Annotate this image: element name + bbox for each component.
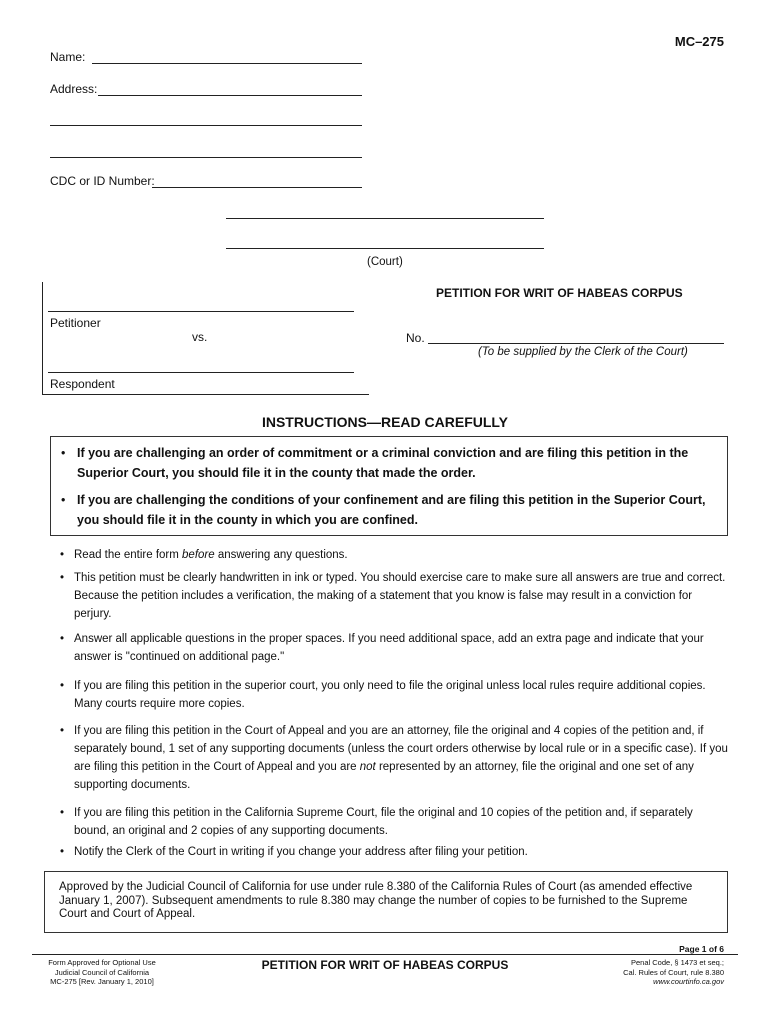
bullet-icon: • — [60, 572, 65, 584]
boxed-instruction: • If you are challenging the conditions of your confinement and are filing this petition in the Superior Court, you should file it in the county in which you are confined. — [61, 490, 709, 530]
case-number-label: No. — [406, 331, 425, 345]
bullet-icon: • — [60, 725, 65, 737]
case-number-field[interactable] — [428, 343, 724, 344]
footer-council: Judicial Council of California — [54, 967, 150, 977]
bullet-icon: • — [61, 493, 66, 507]
name-label: Name: — [50, 50, 86, 64]
footer-rules: Cal. Rules of Court, rule 8.380 — [623, 967, 724, 977]
respondent-field[interactable] — [48, 372, 354, 373]
bullet-icon: • — [60, 807, 65, 819]
vs-label: vs. — [192, 330, 208, 344]
court-caption: (Court) — [367, 256, 403, 268]
page-number: Page 1 of 6 — [679, 944, 724, 954]
petition-title: PETITION FOR WRIT OF HABEAS CORPUS — [436, 286, 683, 300]
address-field-line-1[interactable] — [98, 95, 362, 96]
footer-url[interactable]: www.courtinfo.ca.gov — [653, 977, 724, 986]
bullet-icon: • — [60, 633, 65, 645]
bullet-icon: • — [60, 846, 65, 858]
name-field[interactable] — [92, 63, 362, 64]
footer-divider — [32, 954, 738, 955]
instruction-item: • Notify the Clerk of the Court in writing if you change your address after filing your petition. — [60, 843, 728, 861]
cdc-id-label: CDC or ID Number: — [50, 174, 155, 188]
instruction-item: • Answer all applicable questions in the proper spaces. If you need additional space, add an extra page and indicate that your answer is "continued on additional page." — [60, 630, 728, 666]
address-field-line-2[interactable] — [50, 125, 362, 126]
cdc-id-field[interactable] — [152, 187, 362, 188]
bullet-icon: • — [60, 680, 65, 692]
approval-box — [44, 871, 728, 933]
approval-text: Approved by the Judicial Council of California for use under rule 8.380 of the California Rules of Court (as amended effective January 1, 2007). Subsequent amendments to rule 8.380 may change the number of copies to be furnished to the Supreme Court and Court of Appeal. — [59, 881, 693, 920]
footer-title: PETITION FOR WRIT OF HABEAS CORPUS — [261, 958, 509, 972]
footer-approved-use: Form Approved for Optional Use — [48, 958, 156, 967]
instruction-item: • If you are filing this petition in the superior court, you only need to file the original unless local rules require additional copies. Many courts require more copies. — [60, 677, 728, 713]
boxed-instruction: • If you are challenging an order of commitment or a criminal conviction and are filing this petition in the Superior Court, you should file it in the county that made the order. — [61, 443, 709, 483]
form-number: MC–275 — [674, 34, 724, 49]
case-number-note: (To be supplied by the Clerk of the Court) — [478, 346, 688, 358]
court-name-line-2[interactable] — [226, 248, 544, 249]
instruction-item: • If you are filing this petition in the Court of Appeal and you are an attorney, file the original and 4 copies of the petition and, if separately bound, 1 set of any supporting documents (unless the court orders otherwise by local rule or in a specific case). If you are filing this petition in the Court of Appeal and you are not represented by an attorney, file the original and one set of any supporting documents. — [60, 722, 728, 794]
bullet-icon: • — [60, 549, 65, 561]
instruction-item: • If you are filing this petition in the California Supreme Court, file the original and 10 copies of the petition and, if separately bound, an original and 2 copies of any supporting documents. — [60, 804, 728, 840]
court-name-line-1[interactable] — [226, 218, 544, 219]
respondent-label: Respondent — [50, 377, 115, 391]
address-field-line-3[interactable] — [50, 157, 362, 158]
address-label: Address: — [50, 82, 98, 96]
petitioner-field[interactable] — [48, 311, 354, 312]
footer-penal-code: Penal Code, § 1473 et seq.; — [631, 958, 724, 967]
bullet-icon: • — [61, 446, 66, 460]
instructions-heading: INSTRUCTIONS—READ CAREFULLY — [261, 414, 509, 430]
footer-revision: MC-275 [Rev. January 1, 2010] — [50, 977, 154, 986]
instructions-box — [50, 436, 728, 536]
petitioner-label: Petitioner — [50, 316, 101, 330]
instruction-item: • This petition must be clearly handwritten in ink or typed. You should exercise care to make sure all answers are true and correct. Because the petition includes a verification, the making of a statement that you know is false may result in a conviction for perjury. — [60, 569, 728, 623]
footer-right — [564, 958, 724, 987]
instruction-item: • Read the entire form before answering any questions. — [60, 546, 728, 564]
